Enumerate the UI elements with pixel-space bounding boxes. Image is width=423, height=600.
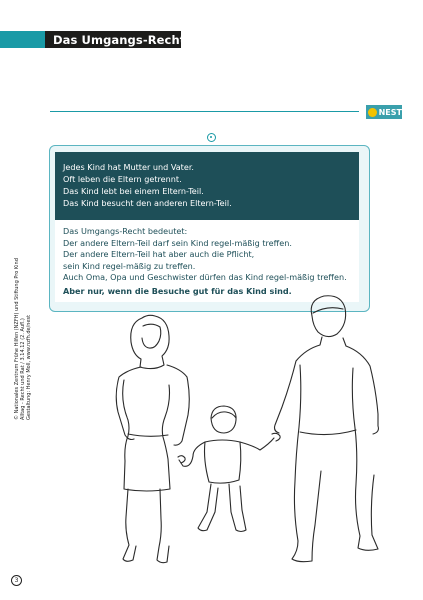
credit-line: Gestaltung: Henry Moll, www.nzfh.de/nest: [26, 314, 32, 420]
intro-line: Das Kind besucht den anderen Eltern-Teil.: [63, 198, 232, 208]
page-title: Das Umgangs-Recht: [53, 33, 186, 47]
emphasis-text: Aber nur, wenn die Besuche gut für das Kind sind.: [63, 286, 292, 296]
page-number: 3: [11, 575, 22, 586]
intro-line: Das Kind lebt bei einem Eltern-Teil.: [63, 186, 204, 196]
credit-line: Alltag - Recht und Rat / 3.14.12 (2. Aufl.): [20, 318, 26, 420]
definition-line: Das Umgangs-Recht bedeutet:: [63, 226, 188, 236]
hand-left: [178, 456, 185, 463]
intro-line: Jedes Kind hat Mutter und Vater.: [63, 162, 194, 172]
definition-line: sein Kind regel-mäßig zu treffen.: [63, 260, 196, 271]
definition-line: Der andere Eltern-Teil hat aber auch die Pflicht,: [63, 249, 255, 260]
mother-figure: [116, 315, 189, 562]
child-figure: [179, 406, 274, 532]
intro-line: Oft leben die Eltern getrennt.: [63, 174, 182, 184]
father-figure: [275, 296, 379, 562]
definition-line: Der andere Eltern-Teil darf sein Kind regel-mäßig treffen.: [63, 237, 292, 248]
definition-line: Auch Oma, Opa und Geschwister dürfen das Kind regel-mäßig treffen.: [63, 272, 347, 283]
footer-credits: [14, 258, 32, 420]
hand-right: [272, 433, 280, 441]
logo-text: NEST: [378, 107, 402, 117]
credit-line: © Nationales Zentrum Frühe Hilfen (NZFH) und Stiftung Pro Kind: [14, 258, 20, 420]
